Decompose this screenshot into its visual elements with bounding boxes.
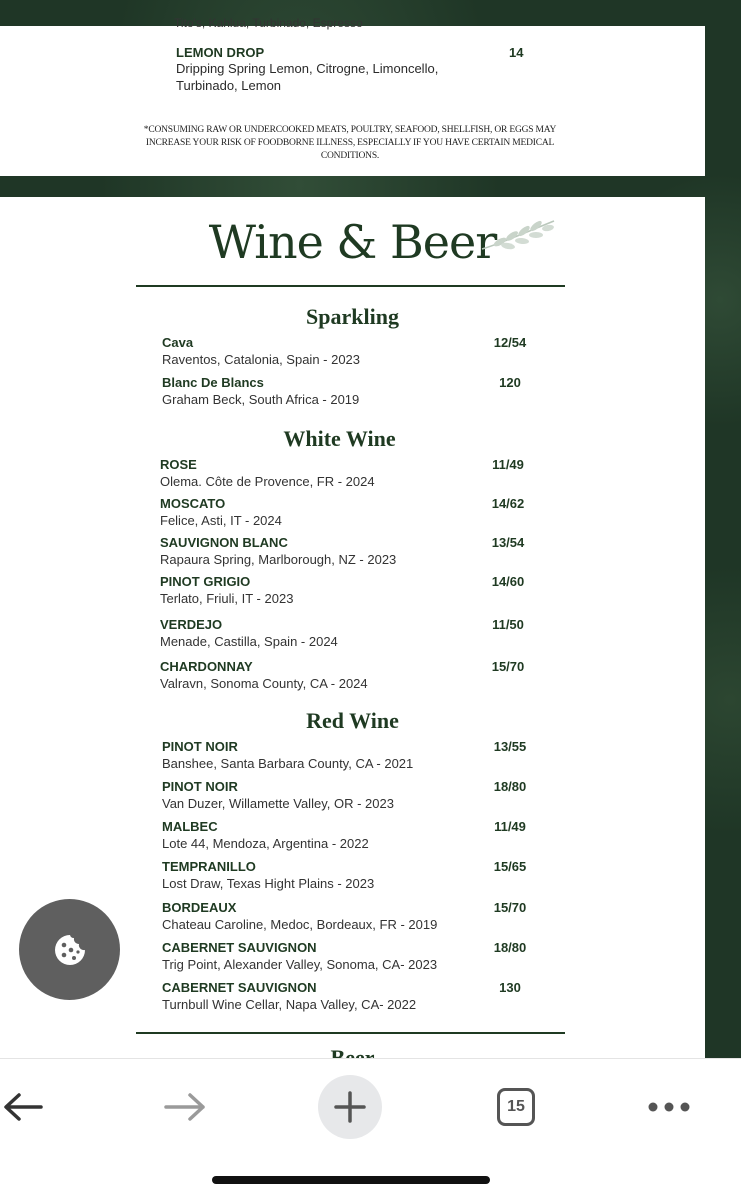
menu-item-name: SAUVIGNON BLANC — [160, 535, 288, 550]
menu-item-description: Graham Beck, South Africa - 2019 — [162, 392, 360, 407]
tab-count: 15 — [507, 1098, 525, 1115]
back-button[interactable] — [0, 1075, 46, 1139]
section-heading-sparkling: Sparkling — [306, 304, 399, 329]
menu-item-name: BORDEAUX — [162, 900, 237, 915]
menu-item-price: 14/60 — [491, 574, 525, 589]
forward-arrow-icon — [163, 1092, 207, 1122]
menu-item-description: Raventos, Catalonia, Spain - 2023 — [162, 352, 361, 367]
menu-item-price: 11/50 — [492, 617, 524, 632]
menu-item-name: CHARDONNAY — [160, 659, 253, 674]
menu-item-description: Banshee, Santa Barbara County, CA - 2021 — [162, 756, 414, 771]
menu-item-price: 120 — [499, 375, 521, 390]
menu-item-name: PINOT GRIGIO — [160, 574, 251, 589]
menu-item-price: 12/54 — [493, 335, 527, 350]
menu-item-name: LEMON DROP — [176, 45, 265, 60]
cut-off-text: Tito's, Kahlua, Turbinado, Espresso — [174, 16, 363, 30]
menu-item-price: 14 — [509, 45, 524, 60]
home-indicator[interactable] — [212, 1176, 490, 1184]
olive-branch-icon — [478, 215, 558, 255]
new-tab-circle — [318, 1075, 382, 1139]
menu-item-price: 11/49 — [492, 457, 524, 472]
forward-button[interactable] — [160, 1075, 210, 1139]
menu-item-description: Olema. Côte de Provence, FR - 2024 — [160, 474, 375, 489]
divider — [136, 1032, 565, 1034]
menu-item-price: 15/65 — [493, 859, 527, 874]
menu-item-price: 11/49 — [494, 819, 526, 834]
menu-item-description: Valravn, Sonoma County, CA - 2024 — [160, 676, 368, 691]
back-arrow-icon — [3, 1092, 43, 1122]
menu-item-price: 130 — [499, 980, 521, 995]
menu-item-name: CABERNET SAUVIGNON — [162, 980, 317, 995]
menu-item-name: TEMPRANILLO — [162, 859, 256, 874]
section-heading-red-wine: Red Wine — [306, 708, 399, 733]
menu-item-price: 13/55 — [493, 739, 527, 754]
menu-item-name: MALBEC — [162, 819, 218, 834]
menu-item-description: Chateau Caroline, Medoc, Bordeaux, FR - 2019 — [162, 917, 438, 932]
menu-item-name: CABERNET SAUVIGNON — [162, 940, 317, 955]
tabs-icon — [497, 1088, 535, 1126]
menu-page-cocktails — [0, 16, 705, 176]
menu-item-price: 13/54 — [491, 535, 525, 550]
menu-item-name: ROSE — [160, 457, 197, 472]
menu-item-name: Blanc De Blancs — [162, 375, 264, 390]
section-heading-white-wine: White Wine — [283, 426, 396, 451]
menu-item-description: Terlato, Friuli, IT - 2023 — [160, 591, 294, 606]
menu-item-name: MOSCATO — [160, 496, 226, 511]
menu-item-name: PINOT NOIR — [162, 779, 238, 794]
new-tab-button[interactable] — [318, 1075, 382, 1139]
menu-item-description: Turnbull Wine Cellar, Napa Valley, CA- 2022 — [162, 997, 417, 1012]
food-disclaimer: *CONSUMING RAW OR UNDERCOOKED MEATS, POULTRY, SEAFOOD, SHELLFISH, OR EGGS MAY INCREASE YOUR RISK OF FOODBORNE ILLNESS, ESPECIALLY IF YOU HAVE CERTAIN MEDICAL CONDITIONS. — [143, 125, 557, 161]
menu-item-description: Trig Point, Alexander Valley, Sonoma, CA- 2023 — [162, 957, 438, 972]
more-dots-icon — [647, 1101, 691, 1113]
menu-item-price: 15/70 — [493, 900, 527, 915]
menu-item — [176, 45, 476, 94]
menu-item-description: Rapaura Spring, Marlborough, NZ - 2023 — [160, 552, 397, 567]
divider — [136, 285, 565, 287]
menu-item-price: 15/70 — [491, 659, 525, 674]
menu-item-description: Dripping Spring Lemon, Citrogne, Limoncello, Turbinado, Lemon — [176, 61, 439, 93]
tabs-button[interactable] — [494, 1075, 538, 1139]
menu-item-name: PINOT NOIR — [162, 739, 238, 754]
section-heading-beer — [0, 1045, 705, 1057]
menu-item-name: Cava — [162, 335, 194, 350]
menu-item-price: 18/80 — [493, 940, 527, 955]
cookie-icon — [53, 933, 87, 967]
menu-item-description: Menade, Castilla, Spain - 2024 — [160, 634, 338, 649]
menu-item-name: VERDEJO — [160, 617, 223, 632]
menu-item-price: 18/80 — [493, 779, 527, 794]
menu-item-price: 14/62 — [491, 496, 525, 511]
menu-item-description: Van Duzer, Willamette Valley, OR - 2023 — [162, 796, 394, 811]
more-menu-button[interactable] — [646, 1075, 692, 1139]
cookie-settings-button[interactable] — [19, 899, 120, 1000]
menu-item-description: Felice, Asti, IT - 2024 — [160, 513, 282, 528]
page-title: Wine & Beer — [208, 215, 497, 269]
plus-icon — [333, 1090, 367, 1124]
menu-item-description: Lote 44, Mendoza, Argentina - 2022 — [162, 836, 369, 851]
menu-item-description: Lost Draw, Texas Hight Plains - 2023 — [162, 876, 375, 891]
